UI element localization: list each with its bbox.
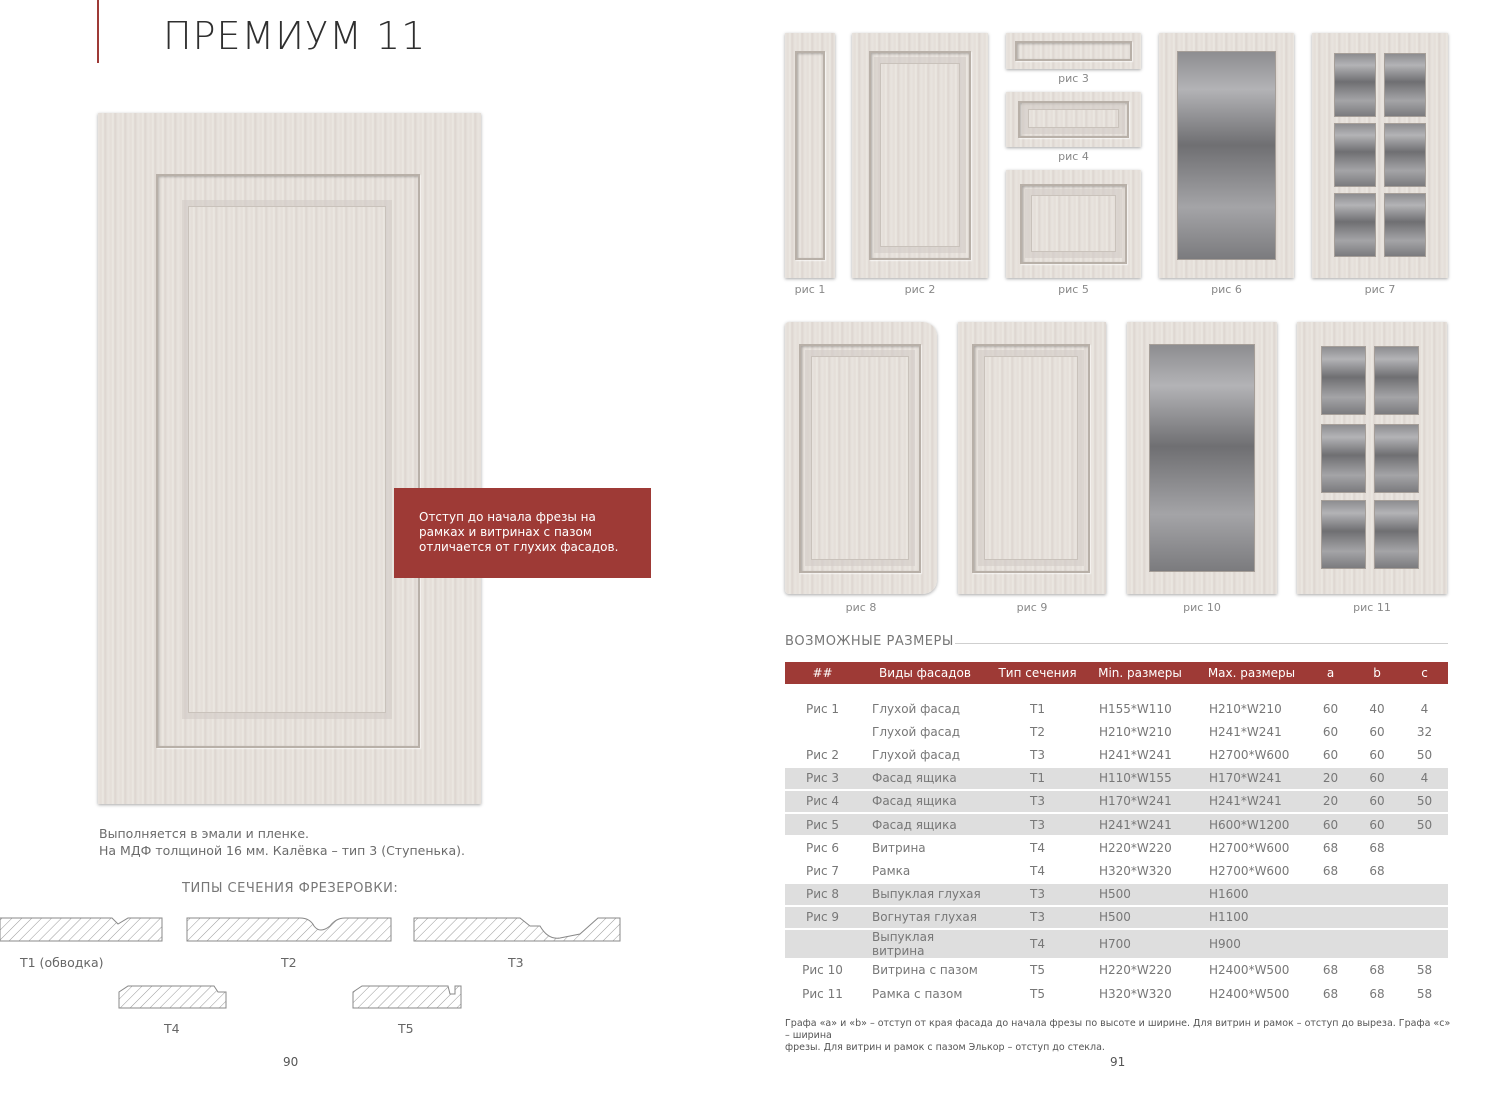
table-cell: Фасад ящика (860, 814, 990, 835)
table-cell: H110*W155 (1085, 768, 1195, 789)
profile-t3-label: Т3 (508, 955, 524, 970)
thumb-label-fig6: рис 6 (1211, 283, 1242, 296)
description-line: Выполняется в эмали и пленке. (99, 826, 309, 841)
table-cell: H220*W220 (1099, 963, 1172, 978)
table-cell: Рис 3 (785, 768, 860, 789)
thumb-label-fig2: рис 2 (904, 283, 936, 296)
profile-t4-drawing (119, 986, 226, 1008)
table-cell: Т5 (1030, 963, 1045, 978)
profile-t2-drawing (187, 918, 391, 941)
thumb-raised-panel (1031, 195, 1116, 252)
table-cell: Рис 7 (805, 863, 840, 878)
table-cell: 60 (1353, 768, 1401, 789)
table-cell: Т4 (990, 930, 1085, 958)
thumb-raised-panel (984, 356, 1078, 560)
table-cell: 58 (1416, 986, 1433, 1001)
table-cell: 50 (1401, 814, 1448, 835)
table-cell: 40 (1369, 701, 1385, 716)
thumb-label-fig8: рис 8 (845, 601, 877, 614)
sizes-section-title: ВОЗМОЖНЫЕ РАЗМЕРЫ (785, 634, 954, 649)
table-cell: 4 (1401, 768, 1448, 789)
table-cell: 20 (1308, 791, 1353, 812)
table-cell: 68 (1322, 840, 1339, 855)
sizes-title-rule (955, 643, 1448, 644)
table-cell: 58 (1416, 963, 1433, 978)
glass-pane (1177, 51, 1276, 260)
table-cell: 60 (1353, 791, 1401, 812)
table-cell: H170*W241 (1085, 791, 1195, 812)
table-cell: Т4 (1030, 863, 1045, 878)
description-line: На МДФ толщиной 16 мм. Калёвка – тип 3 (Ступенька). (99, 843, 465, 858)
table-cell: H900 (1195, 930, 1308, 958)
thumb-label-fig1: рис 1 (794, 283, 826, 296)
thumb-fig5 (1006, 170, 1141, 278)
table-row (785, 930, 1448, 958)
table-cell: H241*W241 (1195, 791, 1308, 812)
table-cell: Фасад ящика (860, 768, 990, 789)
page-number-right: 91 (1110, 1055, 1126, 1069)
thumb-label-fig9: рис 9 (1016, 601, 1048, 614)
thumb-label-fig10: рис 10 (1183, 601, 1221, 614)
table-cell: 68 (1322, 863, 1339, 878)
table-cell: 4 (1420, 701, 1429, 716)
table-cell (1401, 837, 1448, 858)
thumb-raised-panel (880, 63, 960, 247)
table-cell: H241*W241 (1209, 724, 1282, 739)
glass-pane (1374, 424, 1419, 493)
thumb-label-fig11: рис 11 (1353, 601, 1391, 614)
table-cell: Рис 2 (805, 747, 840, 762)
thumb-label-fig3: рис 3 (1058, 72, 1089, 85)
profile-t1-drawing (0, 918, 162, 941)
table-cell: 68 (1369, 963, 1385, 978)
table-cell (785, 930, 860, 958)
profile-t3-drawing (414, 918, 620, 941)
table-cell (1401, 884, 1448, 905)
table-cell: 60 (1308, 814, 1353, 835)
table-cell: H210*W210 (1209, 701, 1282, 716)
table-cell: Рис 10 (802, 963, 843, 978)
table-row (785, 907, 1448, 928)
table-cell: H2700*W600 (1209, 747, 1290, 762)
table-cell (1401, 860, 1448, 881)
table-cell: H2400*W500 (1209, 963, 1290, 978)
table-cell (1308, 884, 1353, 905)
thumb-raised-panel (811, 356, 909, 560)
table-row (785, 721, 1448, 742)
thumb-panel-groove (795, 51, 825, 260)
sizes-table (785, 660, 1448, 1006)
table-cell: Витрина с пазом (872, 963, 978, 978)
glass-pane (1321, 500, 1366, 569)
glass-pane (1384, 123, 1426, 187)
table-row (785, 698, 1448, 719)
glass-pane (1334, 123, 1376, 187)
col-header-number: ## (785, 662, 860, 684)
table-cell (1401, 930, 1448, 958)
table-cell: H210*W210 (1099, 724, 1172, 739)
callout-line: рамках и витринах с пазом (419, 525, 592, 539)
thumb-fig8 (785, 322, 937, 594)
table-cell: Вогнутая глухая (860, 907, 990, 928)
table-cell (1308, 930, 1353, 958)
glass-pane (1149, 344, 1255, 572)
table-cell: 60 (1322, 724, 1339, 739)
table-cell: Т5 (1030, 986, 1045, 1001)
table-cell (1353, 884, 1401, 905)
thumb-fig4 (1006, 92, 1141, 147)
glass-pane (1334, 193, 1376, 257)
col-header-a: a (1308, 662, 1353, 684)
thumb-fig2 (852, 33, 988, 278)
table-cell: H241*W241 (1099, 747, 1172, 762)
table-cell: Т2 (1030, 724, 1045, 739)
table-cell: 68 (1369, 986, 1385, 1001)
col-header-c: c (1401, 662, 1448, 684)
col-header-b: b (1353, 662, 1401, 684)
table-cell (1401, 907, 1448, 928)
thumb-label-fig5: рис 5 (1058, 283, 1089, 296)
table-row (785, 884, 1448, 905)
table-cell: 68 (1322, 963, 1339, 978)
table-cell: H2700*W600 (1209, 863, 1290, 878)
table-cell: Рис 1 (805, 701, 840, 716)
table-cell: Рис 8 (785, 884, 860, 905)
table-cell: 68 (1322, 986, 1339, 1001)
table-cell: Фасад ящика (860, 791, 990, 812)
table-cell (1308, 907, 1353, 928)
thumb-fig9 (958, 322, 1106, 594)
glass-pane (1384, 193, 1426, 257)
glass-pane (1321, 346, 1366, 415)
glass-pane (1374, 500, 1419, 569)
table-cell: Т1 (990, 768, 1085, 789)
table-row (785, 814, 1448, 835)
table-cell: H600*W1200 (1195, 814, 1308, 835)
glass-pane (1384, 53, 1426, 117)
profile-t1-label: Т1 (обводка) (20, 955, 104, 970)
table-row (785, 983, 1448, 1004)
table-cell: Глухой фасад (872, 747, 961, 762)
table-cell: Рис 11 (802, 986, 843, 1001)
door-raised-panel (188, 206, 386, 713)
table-row (785, 960, 1448, 981)
table-cell: 68 (1369, 840, 1385, 855)
thumb-fig1 (785, 33, 835, 278)
table-cell (1353, 907, 1401, 928)
glass-pane (1334, 53, 1376, 117)
page-title: ПРЕМИУМ 11 (163, 14, 427, 58)
table-cell: H320*W320 (1099, 986, 1172, 1001)
title-accent-rule (97, 0, 99, 63)
table-cell: Выпуклая витрина (860, 930, 990, 958)
table-cell: H241*W241 (1085, 814, 1195, 835)
thumb-fig3 (1006, 33, 1141, 69)
table-header-row (785, 662, 1448, 684)
table-cell: Витрина (872, 840, 926, 855)
thumb-fig10 (1127, 322, 1277, 594)
table-row (785, 768, 1448, 789)
table-cell: 32 (1416, 724, 1433, 739)
table-row (785, 744, 1448, 765)
table-cell: 50 (1416, 747, 1433, 762)
table-cell: 60 (1353, 814, 1401, 835)
table-cell: Рамка (872, 863, 911, 878)
thumb-fig7 (1312, 33, 1448, 278)
table-cell: H500 (1085, 907, 1195, 928)
thumb-raised-panel (1028, 109, 1119, 128)
col-header-max-size: Max. размеры (1195, 662, 1308, 684)
col-header-min-size: Min. размеры (1085, 662, 1195, 684)
table-cell: H1100 (1195, 907, 1308, 928)
table-footnote (785, 1018, 1455, 1054)
table-cell: H700 (1085, 930, 1195, 958)
table-cell: Т3 (990, 907, 1085, 928)
table-cell: H2700*W600 (1209, 840, 1290, 855)
table-cell: Т3 (990, 814, 1085, 835)
callout-line: Отступ до начала фрезы на (419, 510, 596, 524)
table-cell (1353, 930, 1401, 958)
footnote-line: Графа «а» и «b» – отступ от края фасада до начала фрезы по высоте и ширине. Для витрин и рамок – отступ до выреза. Графа «с» – ширина (785, 1018, 1451, 1041)
thumb-fig11 (1297, 322, 1447, 594)
table-cell: Рис 9 (785, 907, 860, 928)
table-cell: Рис 4 (785, 791, 860, 812)
table-cell: 60 (1369, 724, 1385, 739)
main-door-image (98, 113, 481, 804)
footnote-line: фрезы. Для витрин и рамок с пазом Элькор – отступ до стекла. (785, 1042, 1105, 1053)
table-row (785, 791, 1448, 812)
col-header-facade-type: Виды фасадов (860, 662, 990, 684)
callout-note (394, 488, 651, 578)
table-cell: 68 (1369, 863, 1385, 878)
profile-t2-label: Т2 (281, 955, 297, 970)
profile-t5-label: Т5 (398, 1021, 414, 1036)
glass-pane (1321, 424, 1366, 493)
table-row (785, 837, 1448, 858)
callout-line: отличается от глухих фасадов. (419, 540, 619, 554)
thumb-label-fig7: рис 7 (1364, 283, 1396, 296)
profile-t5-drawing (353, 986, 461, 1008)
table-cell: H500 (1085, 884, 1195, 905)
table-cell: Т4 (1030, 840, 1045, 855)
table-cell: H155*W110 (1099, 701, 1172, 716)
table-cell: Выпуклая глухая (860, 884, 990, 905)
table-cell: Глухой фасад (872, 701, 961, 716)
table-cell: H170*W241 (1195, 768, 1308, 789)
page-number-left: 90 (283, 1055, 299, 1069)
table-cell: 60 (1322, 747, 1339, 762)
table-cell: H2400*W500 (1209, 986, 1290, 1001)
table-cell: Т1 (1030, 701, 1045, 716)
table-cell: Т3 (990, 884, 1085, 905)
table-cell: Т3 (990, 791, 1085, 812)
table-cell: Т3 (1030, 747, 1045, 762)
table-row (785, 860, 1448, 881)
table-cell: Рамка с пазом (872, 986, 963, 1001)
table-cell: H1600 (1195, 884, 1308, 905)
table-cell: 20 (1308, 768, 1353, 789)
profile-t4-label: Т4 (164, 1021, 180, 1036)
table-cell: 60 (1369, 747, 1385, 762)
table-cell: H320*W320 (1099, 863, 1172, 878)
product-description (99, 825, 465, 859)
profile-types-title: ТИПЫ СЕЧЕНИЯ ФРЕЗЕРОВКИ: (182, 881, 399, 896)
table-cell: 60 (1322, 701, 1339, 716)
table-cell: 50 (1401, 791, 1448, 812)
table-cell: Глухой фасад (872, 724, 961, 739)
table-cell: Рис 6 (805, 840, 840, 855)
thumb-fig6 (1159, 33, 1294, 278)
table-cell (785, 721, 860, 742)
glass-pane (1374, 346, 1419, 415)
thumb-label-fig4: рис 4 (1058, 150, 1089, 163)
table-cell: Рис 5 (785, 814, 860, 835)
col-header-section-type: Тип сечения (990, 662, 1085, 684)
thumb-panel-groove (1015, 41, 1132, 61)
table-cell: H220*W220 (1099, 840, 1172, 855)
